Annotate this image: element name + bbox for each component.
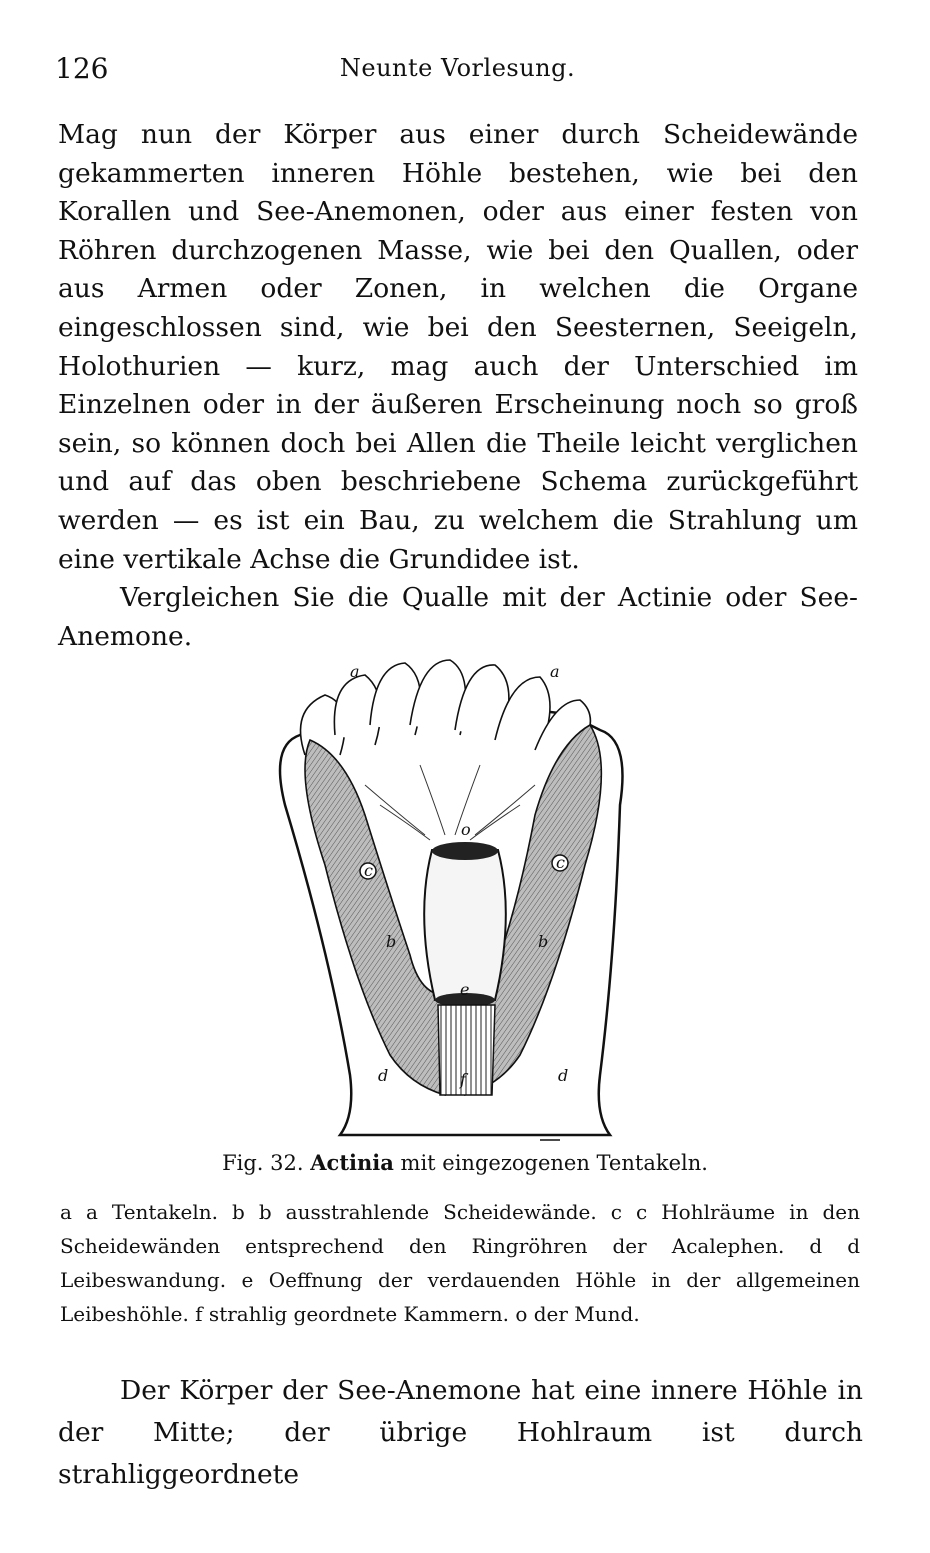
- label-c-left: c: [364, 861, 373, 880]
- label-b-right: b: [538, 932, 549, 951]
- figure-number: Fig. 32.: [222, 1151, 304, 1175]
- figure-caption-rest: mit eingezogenen Tentakeln.: [400, 1151, 708, 1175]
- label-b-left: b: [386, 932, 397, 951]
- page-number: 126: [55, 52, 109, 85]
- running-head: Neunte Vorlesung.: [339, 54, 576, 82]
- label-o: o: [461, 820, 471, 839]
- body-text: [58, 116, 858, 656]
- page-header: [55, 52, 860, 92]
- actinia-illustration: [270, 655, 630, 1145]
- gastric-tube: [424, 850, 506, 1000]
- label-d-right: d: [558, 1066, 569, 1085]
- mouth-opening: [432, 842, 498, 860]
- figure-actinia: [270, 655, 630, 1145]
- label-a-right: a: [550, 662, 560, 681]
- legend-text: a a Tentakeln. b b ausstrahlende Scheidewände. c c Hohlräume in den Scheidewänden entsprechend den Ringröhren der Acalephen. d d Leibeswandung. e Oeffnung der verdauenden Höhle in der allgemeinen Leibeshöhle. f strahlig geordnete Kammern. o der Mund.: [60, 1200, 860, 1326]
- label-c-right: c: [556, 853, 565, 872]
- figure-legend: [60, 1195, 860, 1331]
- label-e: e: [460, 980, 470, 999]
- label-a-left: a: [350, 662, 360, 681]
- continuing-text: [58, 1370, 863, 1496]
- radial-chambers: [438, 1005, 495, 1095]
- paragraph-1: Mag nun der Körper aus einer durch Scheidewände gekammerten inneren Höhle bestehen, wie bei den Korallen und See-Anemonen, oder aus einer festen von Röhren durchzogenen Masse, wie bei den Quallen, oder aus Armen oder Zonen, in welchen die Organe eingeschlossen sind, wie bei den Seesternen, Seeigeln, Holothurien — kurz, mag auch der Unterschied im Einzelnen oder in der äußeren Erscheinung noch so groß sein, so können doch bei Allen die Theile leicht verglichen und auf das oben beschriebene Schema zurückgeführt werden — es ist ein Bau, zu welchem die Strahlung um eine vertikale Achse die Grundidee ist.: [58, 119, 858, 575]
- paragraph-3: Der Körper der See-Anemone hat eine innere Höhle in der Mitte; der übrige Hohlraum ist durch strahliggeordnete: [58, 1375, 863, 1490]
- figure-caption: [0, 1150, 930, 1175]
- figure-caption-title: Actinia: [310, 1150, 394, 1175]
- paragraph-2: Vergleichen Sie die Qualle mit der Actinie oder See-Anemone.: [58, 582, 858, 652]
- label-d-left: d: [378, 1066, 389, 1085]
- label-f: f: [460, 1070, 466, 1089]
